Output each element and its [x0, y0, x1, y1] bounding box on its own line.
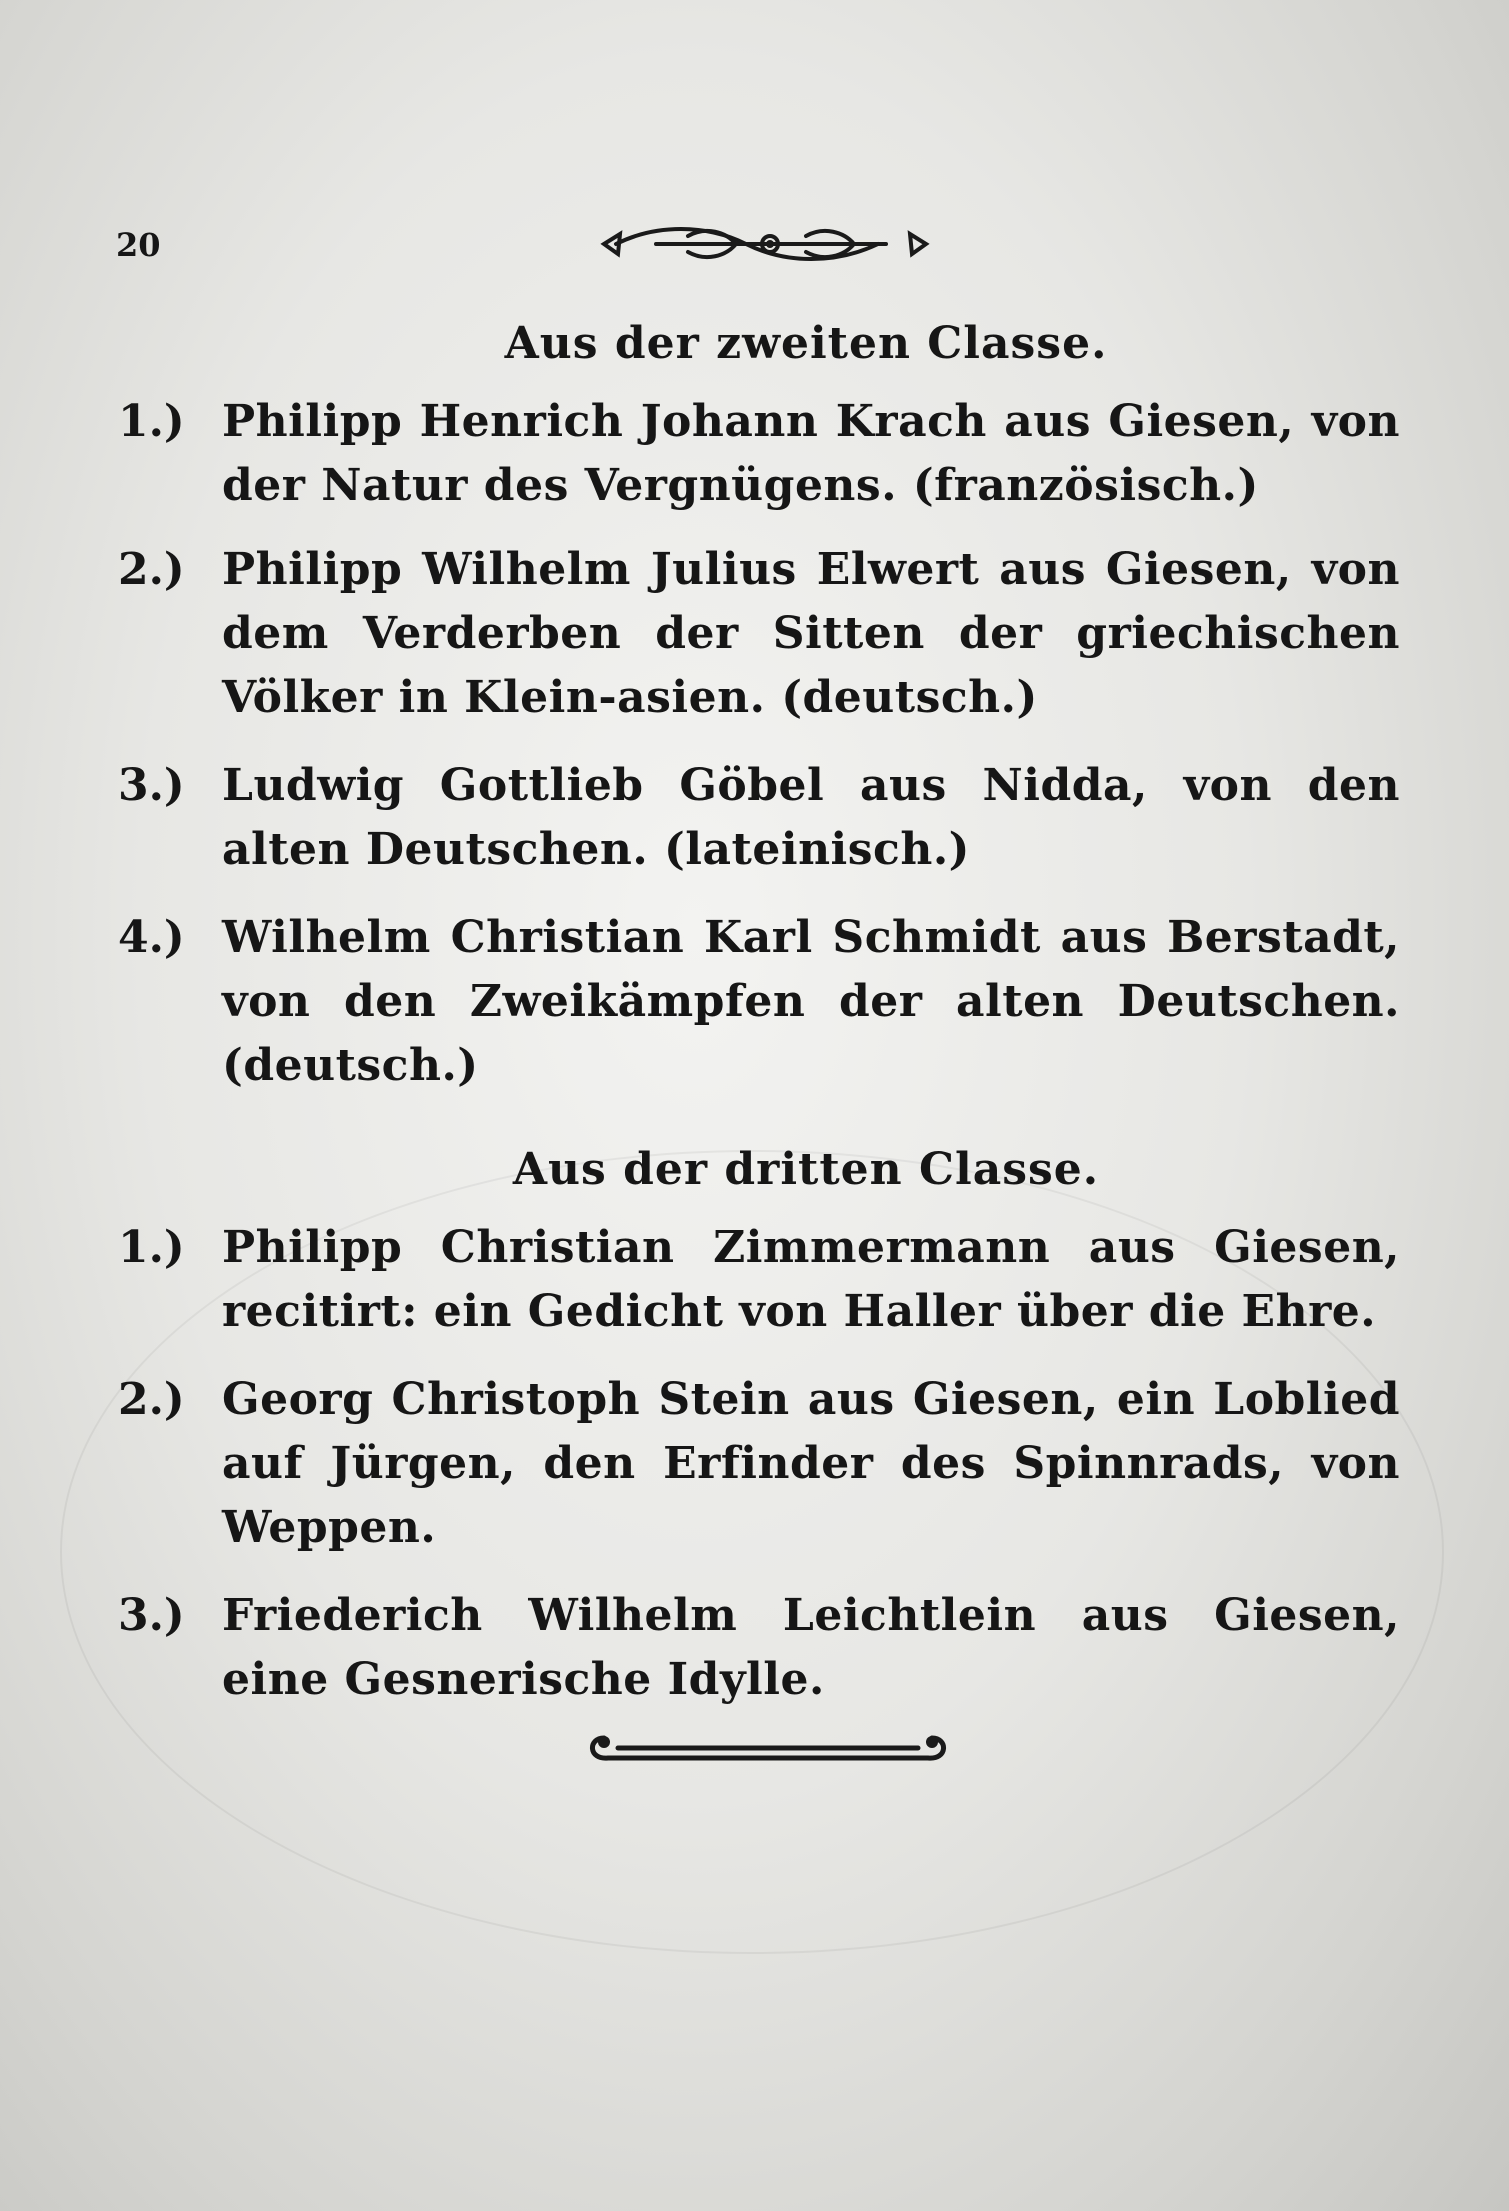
entry-text: Ludwig Gottlieb Göbel aus Nidda, von den alten Deutschen. (lateinisch.): [222, 760, 1400, 875]
main-text: [118, 312, 1400, 1712]
entry-text: Philipp Christian Zimmermann aus Giesen, recitirt: ein Gedicht von Haller über die Ehre.: [222, 1222, 1400, 1337]
entry-number: 3.): [118, 1590, 185, 1641]
list-item: [118, 906, 1400, 1098]
entry-text: Philipp Wilhelm Julius Elwert aus Giesen, von dem Verderben der Sitten der griechischen Völker in Klein-asien. (deutsch.): [222, 544, 1400, 723]
entry-text: Wilhelm Christian Karl Schmidt aus Berstadt, von den Zweikämpfen der alten Deutschen. (deutsch.): [222, 912, 1400, 1091]
list-item: [118, 390, 1400, 518]
entry-text: Philipp Henrich Johann Krach aus Giesen, von der Natur des Vergnügens. (französisch.): [222, 396, 1400, 511]
entry-number: 1.): [118, 1222, 185, 1273]
entry-text: Georg Christoph Stein aus Giesen, ein Loblied auf Jürgen, den Erfinder des Spinnrads, von Weppen.: [222, 1374, 1400, 1553]
entry-text: Friederich Wilhelm Leichtlein aus Giesen, eine Gesnerische Idylle.: [222, 1590, 1400, 1705]
section-heading-zweite-classe: Aus der zweiten Classe.: [504, 318, 1108, 369]
list-item: [118, 754, 1400, 882]
ornament-header-icon: [596, 218, 944, 270]
entry-number: 4.): [118, 912, 185, 963]
list-item: [118, 538, 1400, 730]
list-item: [118, 1584, 1400, 1712]
ornament-footer-icon: [578, 1720, 958, 1770]
list-item: [118, 1368, 1400, 1560]
entry-number: 3.): [118, 760, 185, 811]
section-heading-dritte-classe: Aus der dritten Classe.: [512, 1144, 1100, 1195]
entry-number: 1.): [118, 396, 185, 447]
entry-number: 2.): [118, 544, 185, 595]
page-number: 20: [116, 226, 161, 264]
entry-number: 2.): [118, 1374, 185, 1425]
list-item: [118, 1216, 1400, 1344]
